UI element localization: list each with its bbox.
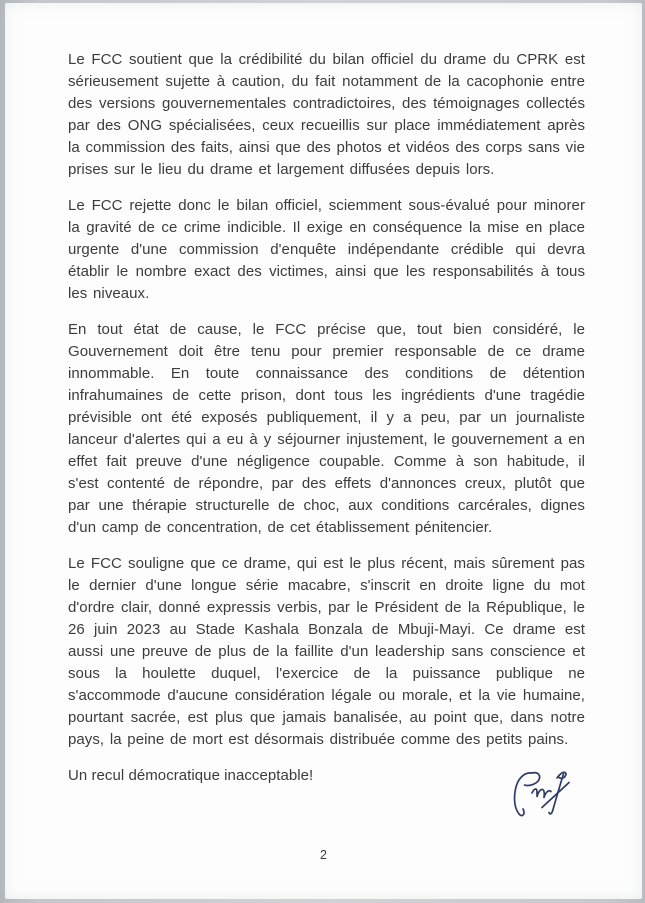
- closing-line: Un recul démocratique inacceptable!: [68, 767, 314, 784]
- paragraph-3: En tout état de cause, le FCC précise que, tout bien considéré, le Gouvernement doit être tenu pour premier responsable de ce drame innommable. En toute connaissance des conditions de détention infrahumaines de cette prison, dont tous les ingrédients d'une tragédie prévisible ont été exposés publiquement, il y a peu, par un journaliste lanceur d'alertes qui a eu à y séjourner injustement, le gouvernement a en effet fait preuve d'une négligence coupable. Comme à son habitude, il s'est contenté de répondre, par des effets d'annonces creux, plutôt que par une thérapie structurelle de choc, aux conditions carcérales, dignes d'un camp de concentration, de cet établissement pénitencier.: [68, 321, 585, 536]
- document-body: [5, 3, 642, 787]
- signature: [495, 763, 587, 829]
- document-page: [5, 3, 642, 899]
- paragraph-4: Le FCC souligne que ce drame, qui est le plus récent, mais sûrement pas le dernier d'une longue série macabre, s'inscrit en droite ligne du mot d'ordre clair, donné expressis verbis, par le Président de la République, le 26 juin 2023 au Stade Kashala Bonzala de Mbuji-Mayi. Ce drame est aussi une preuve de plus de la faillite d'un leadership sans conscience et sous la houlette duquel, l'exercice de la puissance publique ne s'accommode d'aucune considération légale ou morale, et la vie humaine, pourtant sacrée, est plus que jamais banalisée, au point que, dans notre pays, la peine de mort est désormais distribuée comme des petits pains.: [68, 555, 585, 748]
- signature-ink-icon: [495, 763, 587, 829]
- page-number: 2: [320, 848, 327, 862]
- paragraph-1: Le FCC soutient que la crédibilité du bilan officiel du drame du CPRK est sérieusement sujette à caution, du fait notamment de la cacophonie entre des versions gouvernementales contradictoires, des témoignages collectés par des ONG spécialisées, ceux recueillis sur place immédiatement après la commission des faits, ainsi que des photos et vidéos des corps sans vie prises sur le lieu du drame et largement diffusées depuis lors.: [68, 51, 585, 178]
- paragraph-2: Le FCC rejette donc le bilan officiel, sciemment sous-évalué pour minorer la gravité de ce crime indicible. Il exige en conséquence la mise en place urgente d'une commission d'enquête indépendante crédible qui devra établir le nombre exact des victimes, ainsi que les responsabilités à tous les niveaux.: [68, 197, 585, 302]
